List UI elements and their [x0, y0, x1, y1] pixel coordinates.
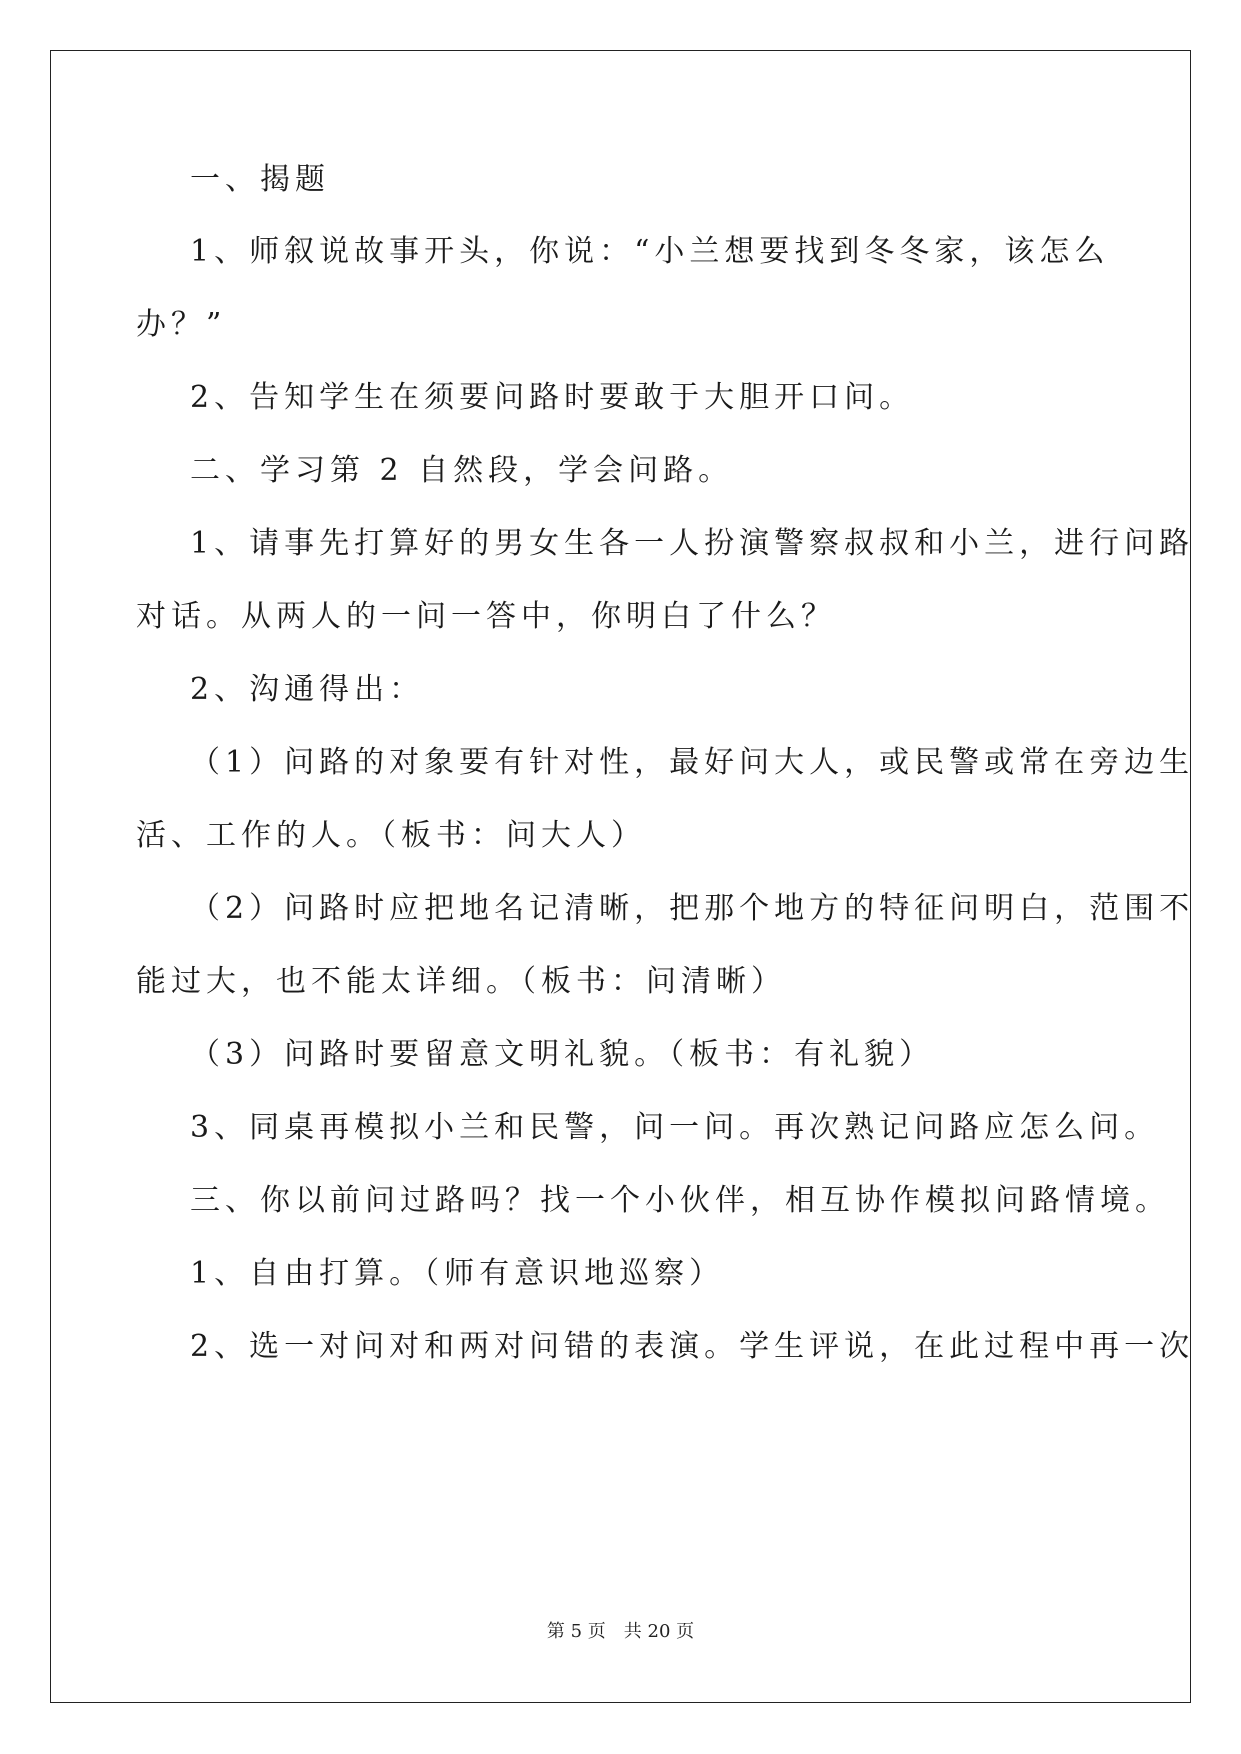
paragraph-line: （2）问路时应把地名记清晰，把那个地方的特征问明白，范围不	[190, 891, 1195, 926]
paragraph-line: （1）问路的对象要有针对性，最好问大人，或民警或常在旁边生	[190, 745, 1195, 780]
section-heading-2: 二、学习第 2 自然段，学会问路。	[190, 453, 734, 488]
paragraph-line: 2、选一对问对和两对问错的表演。学生评说，在此过程中再一次	[190, 1329, 1195, 1364]
paragraph-line: 2、沟通得出：	[190, 672, 425, 707]
paragraph-line: 对话。从两人的一问一答中，你明白了什么？	[136, 599, 836, 634]
page-number-footer: 第 5 页 共 20 页	[546, 1621, 695, 1642]
paragraph-line: 3、同桌再模拟小兰和民警，问一问。再次熟记问路应怎么问。	[190, 1110, 1160, 1145]
paragraph-line: 活、工作的人。（板书：问大人）	[136, 818, 646, 853]
paragraph-line: （3）问路时要留意文明礼貌。（板书：有礼貌）	[190, 1037, 935, 1072]
paragraph-line: 1、请事先打算好的男女生各一人扮演警察叔叔和小兰，进行问路	[190, 526, 1195, 561]
page-border	[50, 50, 1191, 1703]
paragraph-line: 能过大，也不能太详细。（板书：问清晰）	[136, 964, 786, 999]
section-heading-1: 一、揭题	[190, 162, 330, 197]
section-heading-3: 三、你以前问过路吗？找一个小伙伴，相互协作模拟问路情境。	[190, 1183, 1170, 1218]
paragraph-line: 1、自由打算。（师有意识地巡察）	[190, 1256, 725, 1291]
paragraph-line: 1、师叙说故事开头，你说：“小兰想要找到冬冬家，该怎么	[190, 234, 1110, 269]
paragraph-line: 2、告知学生在须要问路时要敢于大胆开口问。	[190, 380, 915, 415]
paragraph-line: 办？”	[136, 307, 227, 342]
